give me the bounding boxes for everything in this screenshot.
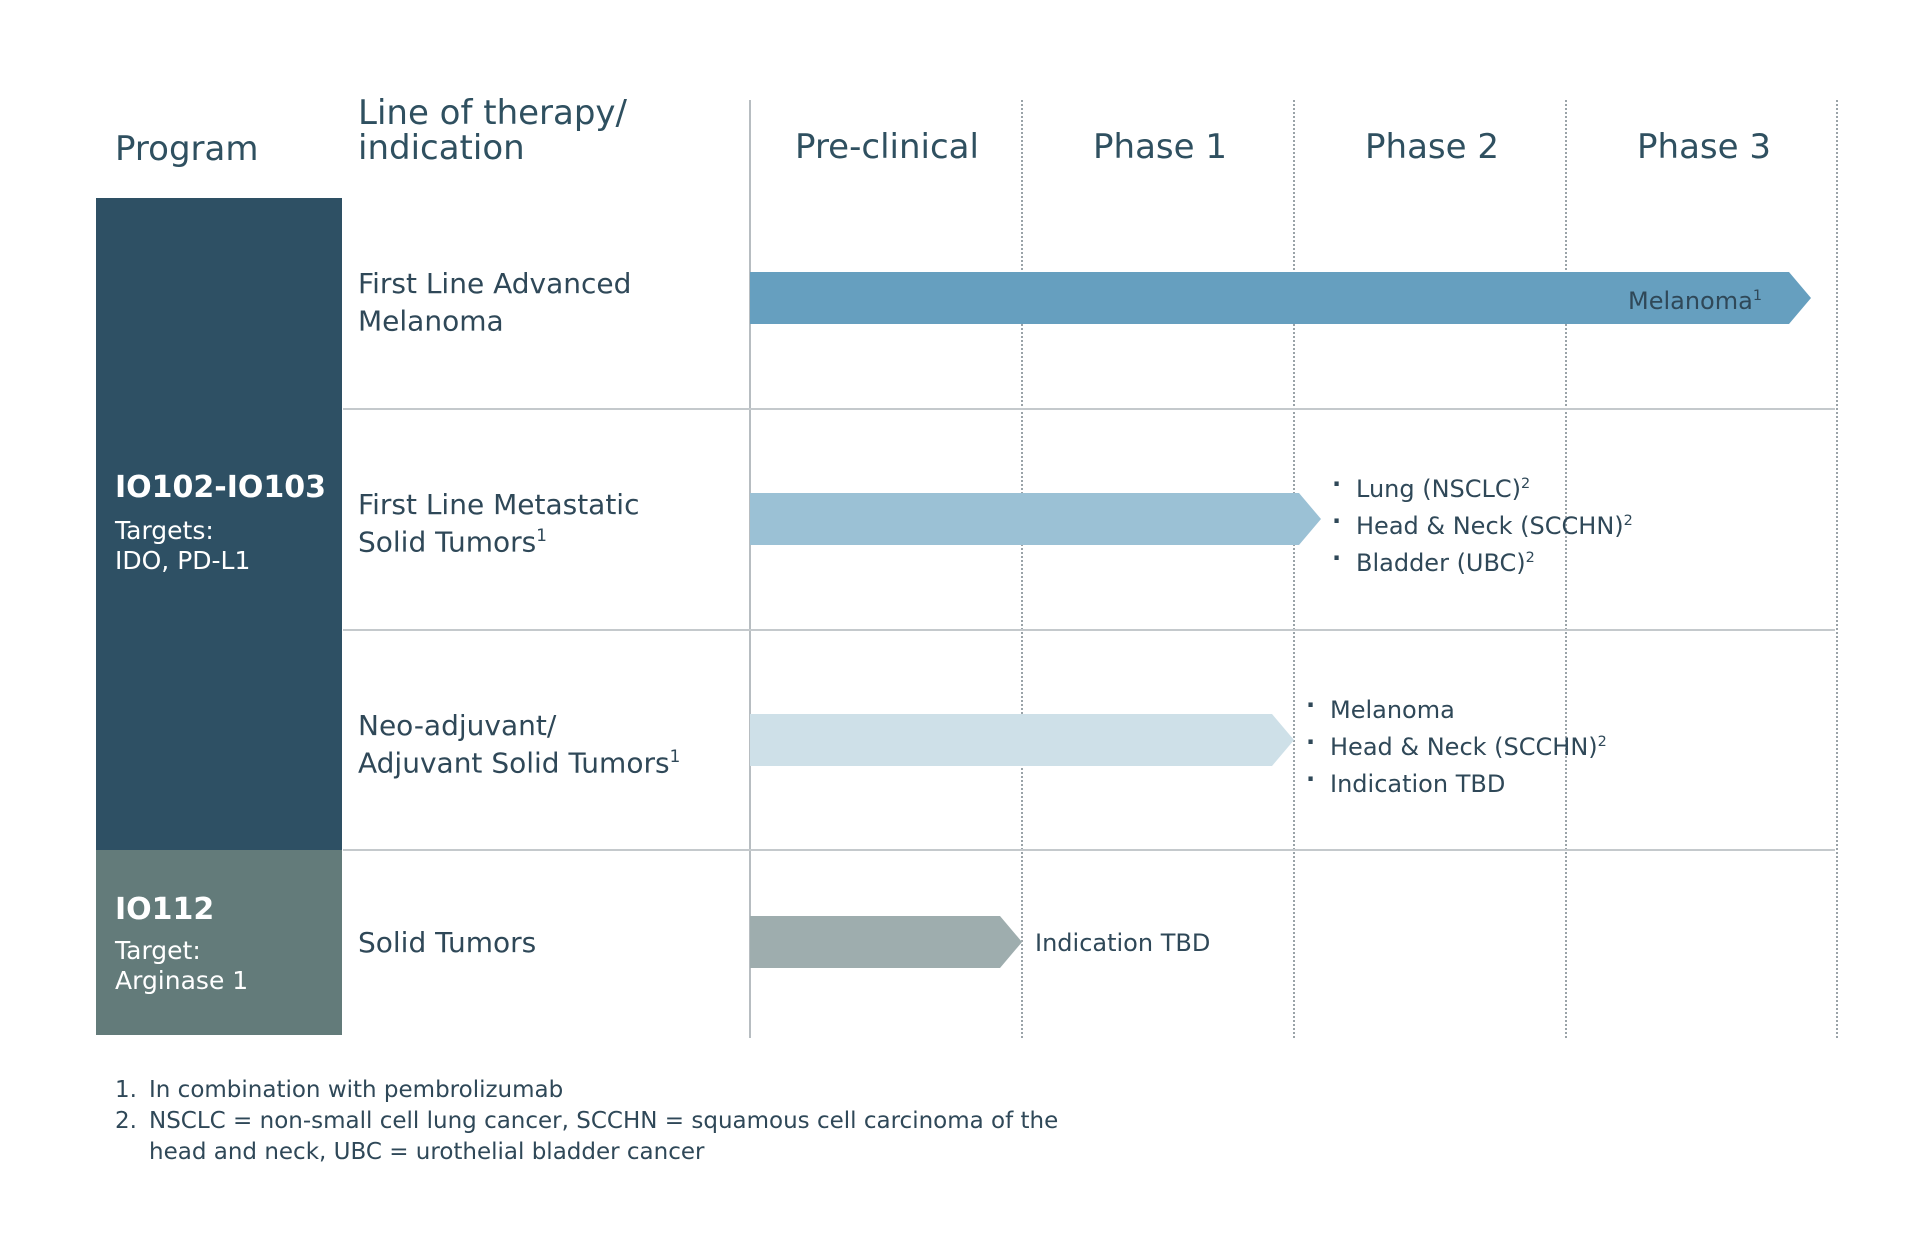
outcome-text: Lung (NSCLC): [1356, 475, 1522, 503]
footnote-ref: 2: [1623, 513, 1633, 529]
row-divider: [343, 629, 1835, 631]
outcome-item: [1330, 505, 1633, 542]
outcome-item: [1304, 689, 1607, 726]
footnote-ref: 2: [1525, 550, 1535, 566]
outcome-text: Indication TBD: [1330, 770, 1506, 798]
grid-line-phase-2-start: [1293, 100, 1295, 1038]
outcome-list: [1304, 689, 1607, 800]
indication-first-line-metastatic-solid-tumors: [358, 489, 639, 557]
header-preclinical: Pre-clinical: [795, 127, 979, 167]
outcome-item: [1330, 468, 1633, 505]
footnote-number: 1.: [115, 1077, 137, 1103]
footnote-text: In combination with pembrolizumab: [149, 1077, 564, 1103]
progress-arrow-bar: [750, 714, 1294, 766]
footnote-text: NSCLC = non-small cell lung cancer, SCCHN = squamous cell carcinoma of the: [149, 1108, 1059, 1134]
grid-line-phase-1-start: [1021, 100, 1023, 1038]
footnote-ref: 1: [1752, 288, 1762, 304]
outcome-item: [1304, 726, 1607, 763]
indication-line1: Solid Tumors: [358, 926, 537, 959]
indication-line2: [358, 299, 631, 336]
footnote-number: 2.: [115, 1108, 137, 1134]
outcome-item: [1304, 763, 1607, 800]
row-divider: [343, 849, 1835, 851]
indication-neo-adjuvant-solid-tumors: [358, 710, 680, 778]
header-phase-1: Phase 1: [1093, 127, 1227, 167]
outcome-label: [1035, 929, 1210, 957]
header-indication-line2: indication: [358, 128, 525, 168]
indication-solid-tumors: [358, 927, 536, 958]
program-targets: [115, 516, 250, 576]
progress-arrow-shape: [750, 714, 1294, 766]
program-target-values: Arginase 1: [115, 966, 249, 995]
indication-line2: [358, 741, 680, 778]
outcome-text: Melanoma: [1628, 287, 1753, 315]
indication-first-line-advanced-melanoma: [358, 268, 631, 336]
outcome-item: [1330, 542, 1633, 579]
program-target-values: IDO, PD-L1: [115, 546, 251, 575]
footnote-1: [115, 1075, 1058, 1106]
header-phase-2: Phase 2: [1365, 127, 1499, 167]
indication-line1: First Line Advanced: [358, 267, 632, 300]
indication-line2: [358, 520, 639, 557]
indication-line2-text: Adjuvant Solid Tumors: [358, 746, 670, 780]
footnote-ref: 2: [1597, 734, 1607, 750]
grid-line-phase-3-end: [1836, 100, 1838, 1038]
footnote-ref: 1: [669, 746, 681, 766]
footnote-ref: 1: [536, 525, 547, 545]
grid-line-preclinical-start: [749, 100, 751, 1038]
outcome-text: Bladder (UBC): [1356, 549, 1526, 577]
program-name: IO112: [115, 892, 215, 927]
header-indication: [358, 93, 628, 168]
indication-line2-text: Melanoma: [358, 304, 504, 338]
outcome-label: [1628, 287, 1762, 315]
progress-arrow-shape: [750, 916, 1022, 968]
program-targets: [115, 936, 248, 996]
program-block-io112: [96, 850, 342, 1035]
footnotes: [115, 1075, 1058, 1168]
progress-arrow-bar: [750, 916, 1022, 968]
header-indication-line1: Line of therapy/: [358, 93, 628, 133]
indication-line1: First Line Metastatic: [358, 488, 640, 521]
program-name: IO102-IO103: [115, 470, 327, 505]
outcome-text: Head & Neck (SCCHN): [1356, 512, 1624, 540]
indication-line2-text: Solid Tumors: [358, 525, 537, 559]
program-target-label: Target:: [115, 936, 201, 965]
program-target-label: Targets:: [115, 516, 214, 545]
indication-line1: Neo-adjuvant/: [358, 709, 557, 742]
footnote-ref: 2: [1521, 476, 1531, 492]
header-program: Program: [115, 129, 259, 169]
program-block-io102-io103: [96, 198, 342, 850]
header-phase-3: Phase 3: [1637, 127, 1771, 167]
progress-arrow-bar: [750, 493, 1321, 545]
outcome-list: [1330, 468, 1633, 579]
row-divider: [343, 408, 1835, 410]
progress-arrow-shape: [750, 493, 1321, 545]
outcome-text: Indication TBD: [1035, 929, 1211, 957]
outcome-text: Melanoma: [1330, 696, 1455, 724]
footnote-2: [115, 1106, 1058, 1137]
outcome-text: Head & Neck (SCCHN): [1330, 733, 1598, 761]
footnote-2-continued: head and neck, UBC = urothelial bladder cancer: [149, 1139, 705, 1165]
